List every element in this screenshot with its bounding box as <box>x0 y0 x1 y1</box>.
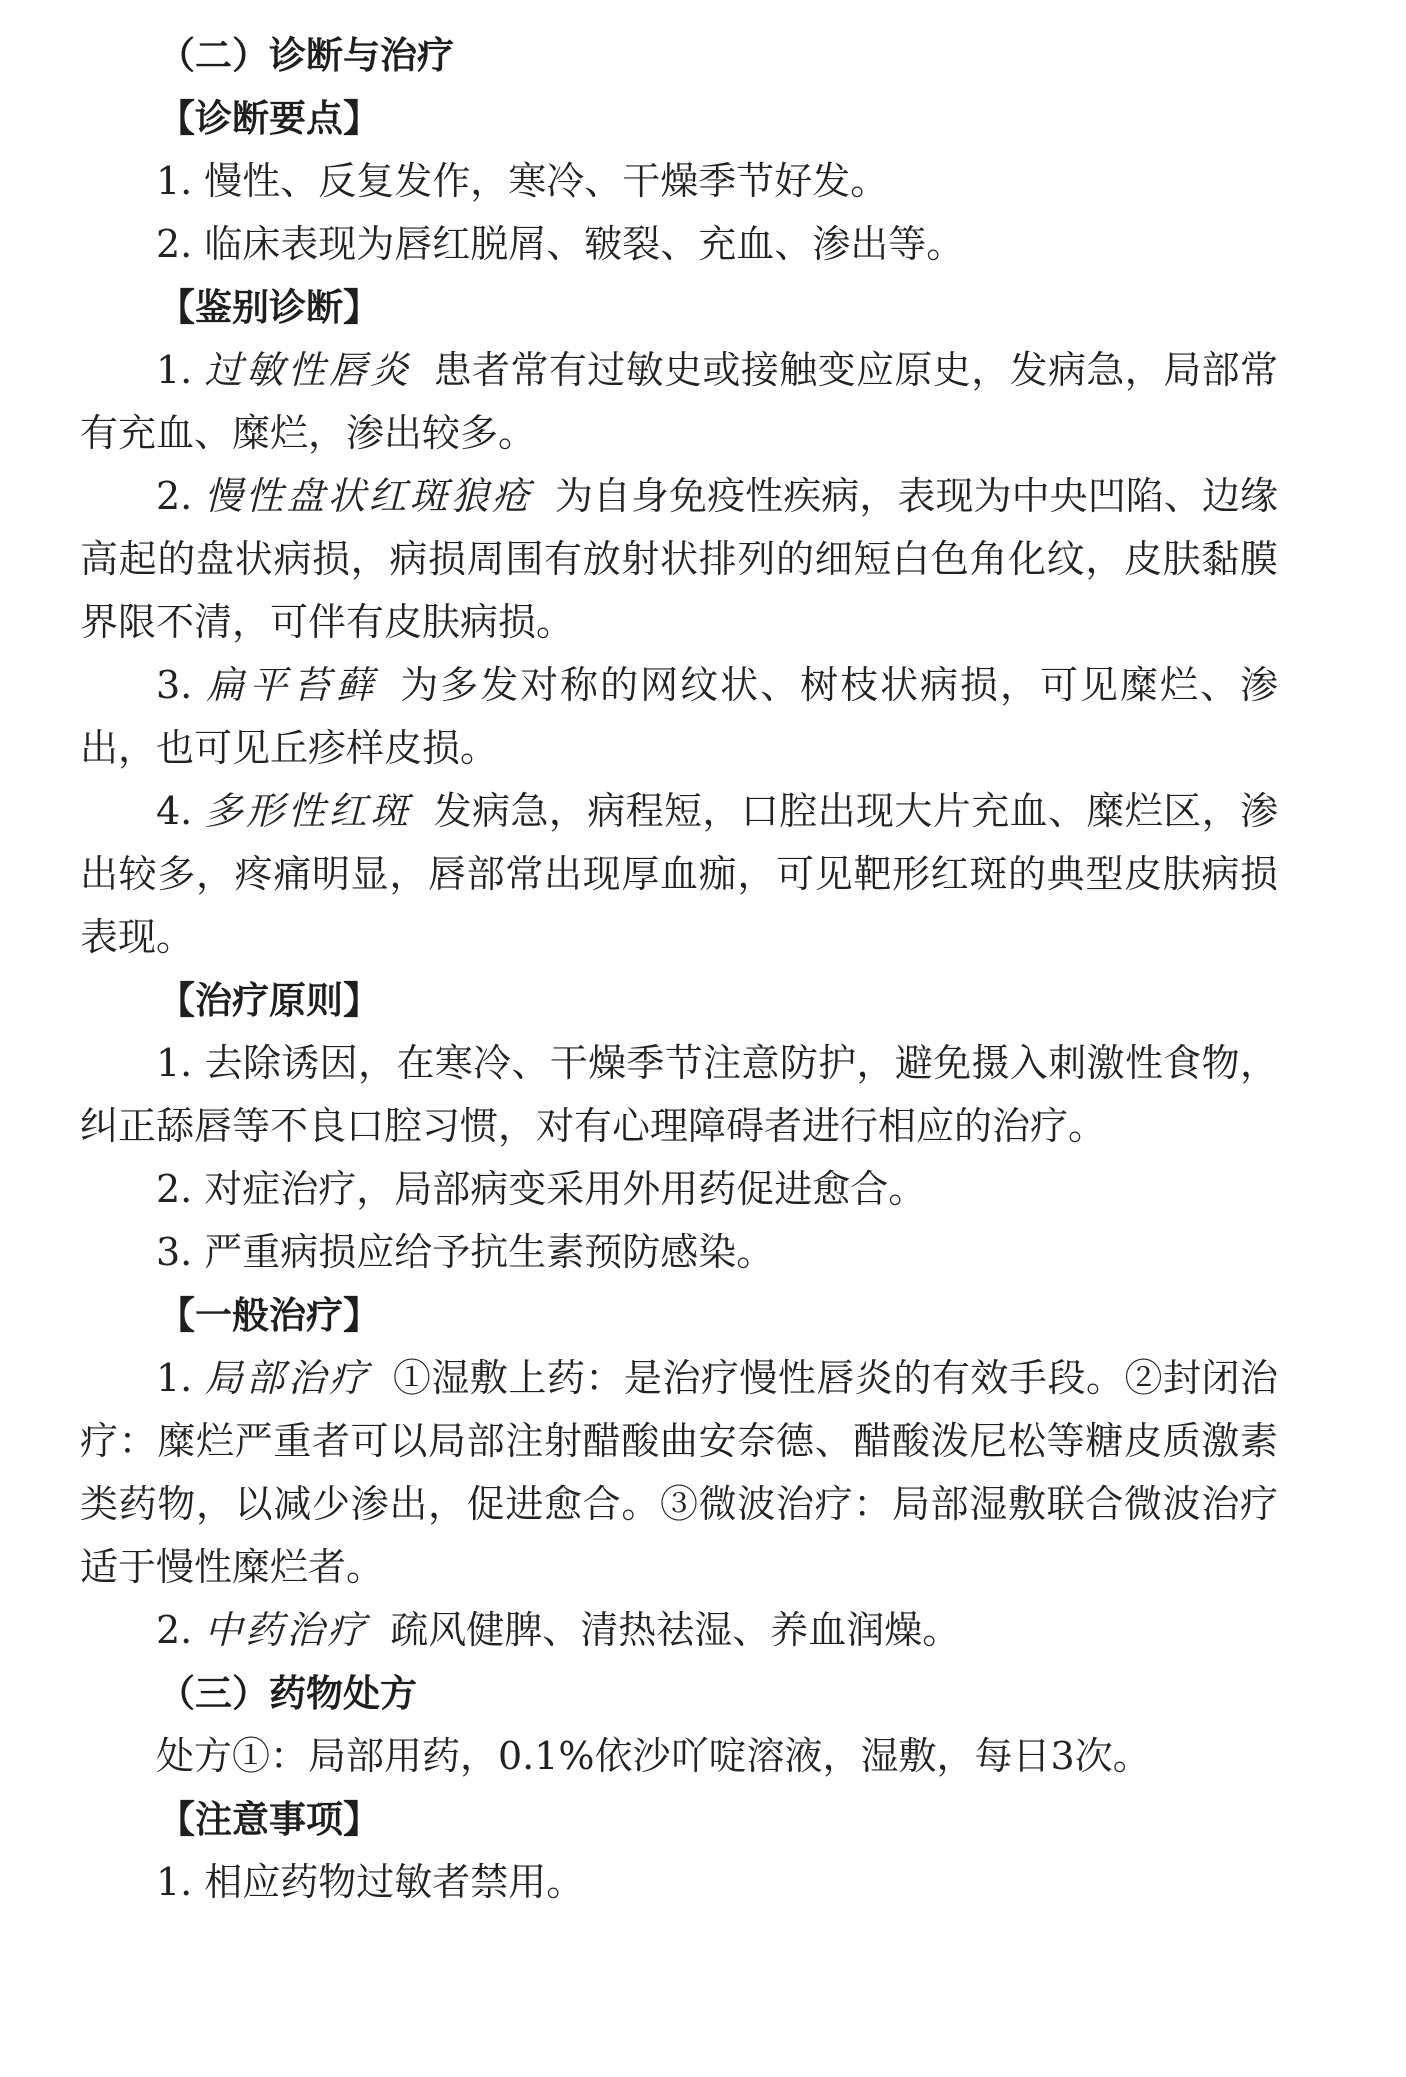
heading-treatment-principles: 【治疗原则】 <box>158 979 380 1022</box>
item-term: 过敏性唇炎 <box>204 348 412 392</box>
item-text: 为自身免疫性疾病，表现为中央凹陷、边缘高起的盘状病损，病损周围有放射状排列的细短白色角化纹，皮肤黏膜界限不清，可伴有皮肤病损。 <box>80 474 1278 644</box>
item-number: 1. <box>156 1860 193 1904</box>
item-number: 1. <box>156 1356 193 1400</box>
item-number: 4. <box>156 789 193 833</box>
precaution-item <box>80 1851 1278 1914</box>
differential-item <box>80 465 1278 654</box>
item-number: 3. <box>156 663 193 707</box>
item-term: 多形性红斑 <box>204 789 412 833</box>
section-title-prescription: （三）药物处方 <box>158 1672 417 1715</box>
item-term: 扁平苔藓 <box>204 663 379 707</box>
item-number: 2. <box>156 474 193 518</box>
item-text: ①湿敷上药：是治疗慢性唇炎的有效手段。②封闭治疗：糜烂严重者可以局部注射醋酸曲安奈德、醋酸泼尼松等糖皮质激素类药物，以减少渗出，促进愈合。③微波治疗：局部湿敷联合微波治疗适于慢性糜烂者。 <box>80 1356 1278 1589</box>
item-term: 局部治疗 <box>204 1356 371 1400</box>
differential-item <box>80 654 1278 780</box>
item-text: 临床表现为唇红脱屑、皲裂、充血、渗出等。 <box>204 222 965 266</box>
item-text: 发病急，病程短，口腔出现大片充血、糜烂区，渗出较多，疼痛明显，唇部常出现厚血痂，可见靶形红斑的典型皮肤病损表现。 <box>80 789 1278 959</box>
item-text: 慢性、反复发作，寒冷、干燥季节好发。 <box>204 159 889 203</box>
item-term: 中药治疗 <box>204 1608 369 1652</box>
item-number: 1. <box>156 159 193 203</box>
heading-differential-diagnosis: 【鉴别诊断】 <box>158 286 380 329</box>
item-text: 严重病损应给予抗生素预防感染。 <box>204 1230 775 1274</box>
item-number: 3. <box>156 1230 193 1274</box>
principle-item <box>80 1158 1278 1221</box>
item-text: 对症治疗，局部病变采用外用药促进愈合。 <box>204 1167 927 1211</box>
item-text: 患者常有过敏史或接触变应原史，发病急，局部常有充血、糜烂，渗出较多。 <box>80 348 1278 455</box>
heading-diagnosis-points: 【诊断要点】 <box>158 97 380 140</box>
heading-precautions: 【注意事项】 <box>158 1798 380 1841</box>
item-text: 为多发对称的网纹状、树枝状病损，可见糜烂、渗出，也可见丘疹样皮损。 <box>80 663 1278 770</box>
diagnosis-point <box>80 150 1278 213</box>
item-text: 相应药物过敏者禁用。 <box>204 1860 585 1904</box>
section-title-diagnosis-treatment: （二）诊断与治疗 <box>158 34 454 77</box>
item-number: 2. <box>156 1167 193 1211</box>
item-number: 2. <box>156 1608 193 1652</box>
principle-item <box>80 1032 1278 1158</box>
general-treatment-item <box>80 1347 1278 1599</box>
prescription-text: 处方①：局部用药，0.1%依沙吖啶溶液，湿敷，每日3次。 <box>156 1734 1151 1778</box>
item-number: 1. <box>156 348 193 392</box>
principle-item <box>80 1221 1278 1284</box>
diagnosis-point <box>80 213 1278 276</box>
item-text: 去除诱因，在寒冷、干燥季节注意防护，避免摄入刺激性食物，纠正舔唇等不良口腔习惯，对有心理障碍者进行相应的治疗。 <box>80 1041 1278 1148</box>
item-number: 2. <box>156 222 193 266</box>
differential-item <box>80 339 1278 465</box>
item-term: 慢性盘状红斑狼疮 <box>204 474 533 518</box>
item-text: 疏风健脾、清热祛湿、养血润燥。 <box>390 1608 961 1652</box>
item-number: 1. <box>156 1041 193 1085</box>
general-treatment-item <box>80 1599 1278 1662</box>
heading-general-treatment: 【一般治疗】 <box>158 1294 380 1337</box>
differential-item <box>80 780 1278 969</box>
